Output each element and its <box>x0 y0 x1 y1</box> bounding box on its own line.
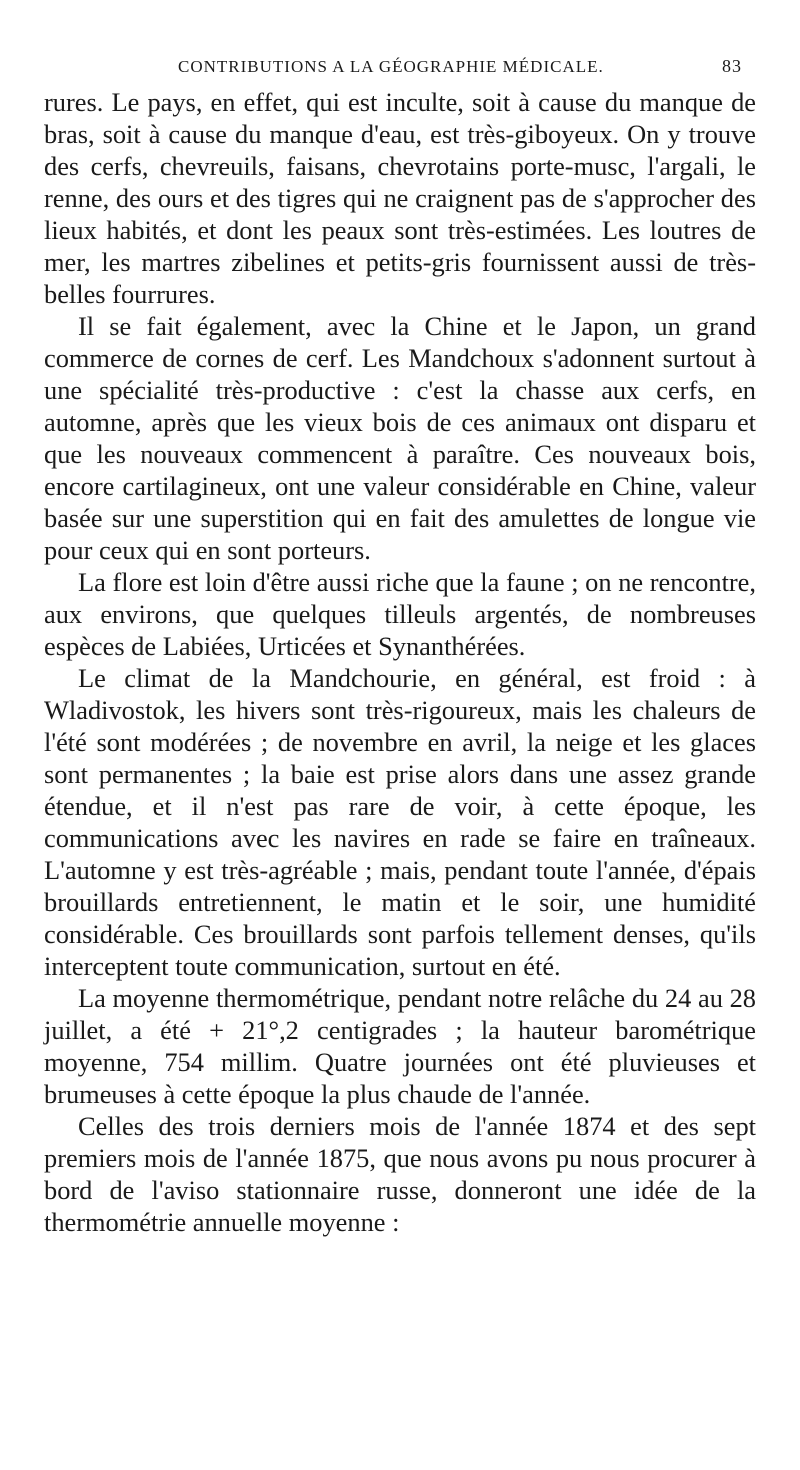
paragraph: La moyenne thermométrique, pendant notre relâche du 24 au 28 juillet, a été + 21°,2 centigrades ; la hauteur barométrique moyenne, 754 millim. Quatre journées ont été pluvieuses et brumeuses à cette époque la plus chaude de l'année. <box>44 983 756 1109</box>
paragraph: La flore est loin d'être aussi riche que la faune ; on ne rencontre, aux environs, que quelques tilleuls argentés, de nombreuses espèces de Labiées, Urticées et Synanthérées. <box>44 567 756 661</box>
page-number: 83 <box>722 56 742 76</box>
paragraph: Le climat de la Mandchourie, en général, est froid : à Wladivostok, les hivers sont très-rigoureux, mais les chaleurs de l'été sont modérées ; de novembre en avril, la neige et les glaces sont permanentes ; la baie est prise alors dans une assez grande étendue, et il n'est pas rare de voir, à cette époque, les communications avec les navires en rade se faire en traîneaux. L'automne y est très-agréable ; mais, pendant toute l'année, d'épais brouillards entretiennent, le matin et le soir, une humidité considérable. Ces brouillards sont parfois tellement denses, qu'ils interceptent toute communication, surtout en été. <box>44 663 756 981</box>
paragraph: Celles des trois derniers mois de l'année 1874 et des sept premiers mois de l'année 1875, que nous avons pu nous procurer à bord de l'aviso stationnaire russe, donneront une idée de la thermométrie annuelle moyenne : <box>44 1111 756 1237</box>
paragraph-continuation: rures. Le pays, en effet, qui est inculte, soit à cause du manque de bras, soit à cause du manque d'eau, est très-giboyeux. On y trouve des cerfs, chevreuils, faisans, chevrotains porte-musc, l'argali, le renne, des ours et des tigres qui ne craignent pas de s'approcher des lieux habités, et dont les peaux sont très-estimées. Les loutres de mer, les martres zibelines et petits-gris fournissent aussi de très-belles fourrures. <box>44 87 756 309</box>
running-head <box>44 56 756 86</box>
paragraph: Il se fait également, avec la Chine et le Japon, un grand commerce de cornes de cerf. Les Mandchoux s'adonnent surtout à une spécialité très-productive : c'est la chasse aux cerfs, en automne, après que les vieux bois de ces animaux ont disparu et que les nouveaux commencent à paraître. Ces nouveaux bois, encore cartilagineux, ont une valeur considérable en Chine, valeur basée sur une superstition qui en fait des amulettes de longue vie pour ceux qui en sont porteurs. <box>44 311 756 565</box>
page <box>44 56 756 1238</box>
body-text <box>44 86 756 1238</box>
running-title: CONTRIBUTIONS A LA GÉOGRAPHIE MÉDICALE. <box>178 57 604 76</box>
